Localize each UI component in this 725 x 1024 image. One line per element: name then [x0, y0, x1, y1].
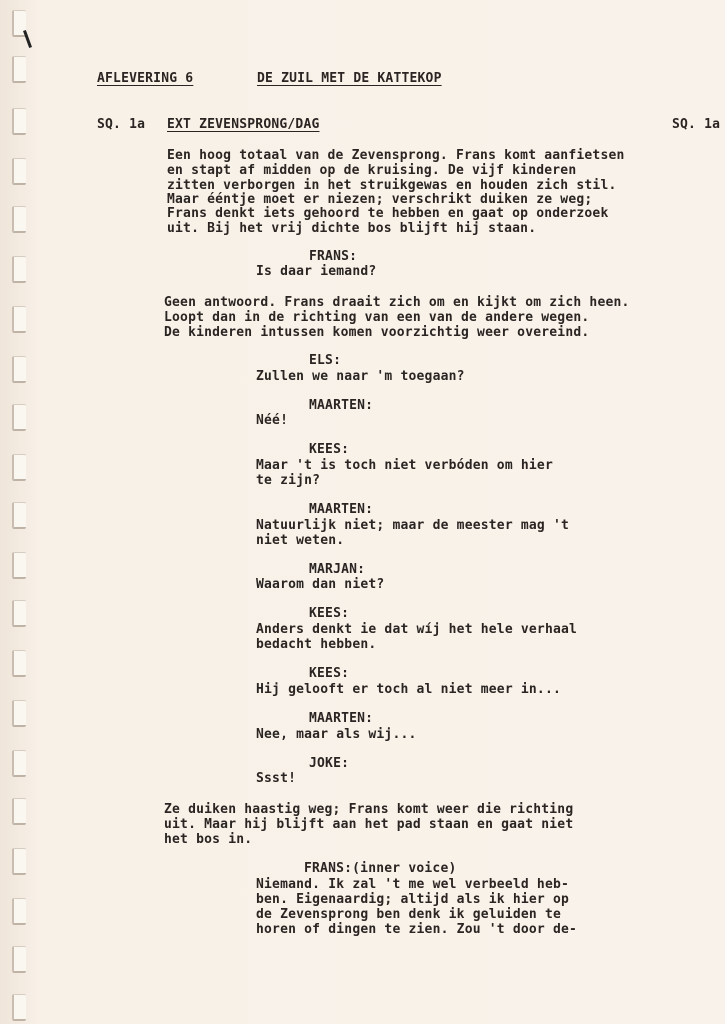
speaker-name: MARJAN:	[309, 562, 366, 577]
dialogue-line: Néé!	[256, 413, 289, 428]
action-line: het bos in.	[164, 832, 253, 847]
dialogue-line: Niemand. Ik zal 't me wel verbeeld heb-	[256, 877, 570, 892]
dialogue-line: Waarom dan niet?	[256, 577, 385, 592]
speaker-name: FRANS:(inner voice)	[304, 861, 457, 876]
binder-hole	[12, 454, 26, 481]
speaker-name: MAARTEN:	[309, 711, 374, 726]
dialogue-line: Zullen we naar 'm toegaan?	[256, 369, 465, 384]
action-line: De kinderen intussen komen voorzichtig weer overeind.	[164, 325, 590, 340]
dialogue-line: ben. Eigenaardig; altijd als ik hier op	[256, 892, 570, 907]
binder-hole	[12, 600, 26, 627]
dialogue-line: Is daar iemand?	[256, 264, 377, 279]
binder-holes	[12, 0, 28, 1024]
speaker-name: ELS:	[309, 353, 342, 368]
action-line: uit. Bij het vrij dichte bos blijft hij staan.	[167, 221, 537, 236]
dialogue-line: de Zevensprong ben denk ik geluiden te	[256, 907, 562, 922]
scene-heading: EXT ZEVENSPRONG/DAG	[167, 117, 320, 132]
episode-title: DE ZUIL MET DE KATTEKOP	[257, 71, 442, 86]
binder-hole	[12, 798, 26, 825]
scene-number-left: SQ. 1a	[97, 117, 146, 132]
speaker-name: KEES:	[309, 666, 350, 681]
action-line: Maar ééntje moet er niezen; verschrikt duiken ze weg;	[167, 192, 593, 207]
action-line: Ze duiken haastig weg; Frans komt weer die richting	[164, 802, 574, 817]
binder-hole	[12, 56, 26, 83]
action-line: en stapt af midden op de kruising. De vijf kinderen	[167, 163, 577, 178]
speaker-name: KEES:	[309, 442, 350, 457]
binder-hole	[12, 108, 26, 135]
speaker-name: MAARTEN:	[309, 502, 374, 517]
binder-hole	[12, 946, 26, 973]
binder-hole	[12, 404, 26, 431]
binder-hole	[12, 206, 26, 233]
speaker-name: KEES:	[309, 606, 350, 621]
dialogue-line: bedacht hebben.	[256, 637, 377, 652]
binder-hole	[12, 994, 26, 1021]
dialogue-line: niet weten.	[256, 533, 345, 548]
episode-label: AFLEVERING 6	[97, 71, 194, 86]
action-line: Geen antwoord. Frans draait zich om en kijkt om zich heen.	[164, 295, 630, 310]
binder-hole	[12, 898, 26, 925]
binder-hole	[12, 848, 26, 875]
action-line: zitten verborgen in het struikgewas en houden zich stil.	[167, 178, 617, 193]
binder-hole	[12, 750, 26, 777]
speaker-name: JOKE:	[309, 756, 350, 771]
dialogue-line: Ssst!	[256, 771, 297, 786]
binder-hole	[12, 306, 26, 333]
binder-hole	[12, 158, 26, 185]
dialogue-line: Natuurlijk niet; maar de meester mag 't	[256, 518, 570, 533]
action-line: Loopt dan in de richting van een van de andere wegen.	[164, 310, 590, 325]
action-line: Een hoog totaal van de Zevensprong. Frans komt aanfietsen	[167, 148, 625, 163]
action-line: uit. Maar hij blijft aan het pad staan en gaat niet	[164, 817, 574, 832]
binder-hole	[12, 700, 26, 727]
dialogue-line: te zijn?	[256, 473, 321, 488]
binder-hole	[12, 356, 26, 383]
dialogue-line: Nee, maar als wij...	[256, 727, 417, 742]
speaker-name: MAARTEN:	[309, 398, 374, 413]
dialogue-line: horen of dingen te zien. Zou 't door de-	[256, 922, 578, 937]
scene-number-right: SQ. 1a	[672, 117, 721, 132]
binder-hole	[12, 256, 26, 283]
speaker-name: FRANS:	[309, 249, 358, 264]
binder-hole	[12, 650, 26, 677]
action-line: Frans denkt iets gehoord te hebben en gaat op onderzoek	[167, 206, 609, 221]
binder-hole	[12, 502, 26, 529]
dialogue-line: Maar 't is toch niet verbóden om hier	[256, 458, 553, 473]
dialogue-line: Hij gelooft er toch al niet meer in...	[256, 682, 562, 697]
dialogue-line: Anders denkt ie dat wíj het hele verhaal	[256, 622, 578, 637]
binder-hole	[12, 552, 26, 579]
